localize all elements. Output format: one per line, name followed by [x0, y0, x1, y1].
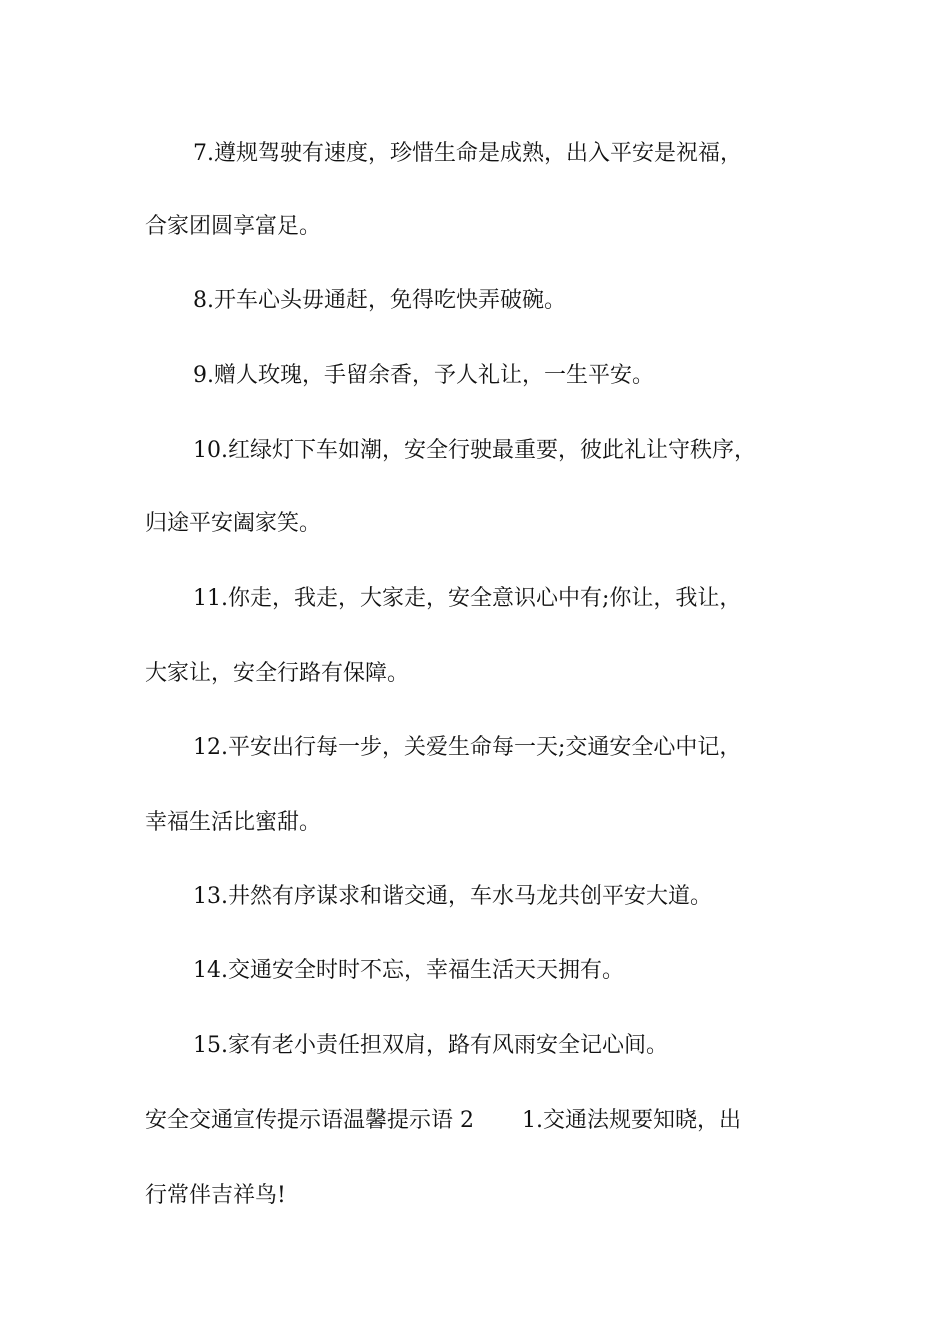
item-13: 13.井然有序谋求和谐交通，车水马龙共创平安大道。 [193, 884, 712, 909]
item-7-line-2: 合家团圆享富足。 [145, 214, 322, 239]
section-item-1-continuation: 行常伴吉祥鸟! [145, 1183, 286, 1208]
item-12-line-2: 幸福生活比蜜甜。 [145, 810, 322, 835]
item-11-line-2: 大家让，安全行路有保障。 [145, 661, 410, 686]
item-15: 15.家有老小责任担双肩，路有风雨安全记心间。 [193, 1033, 668, 1058]
item-11-line-1: 11.你走，我走，大家走，安全意识心中有;你让，我让， [193, 586, 742, 611]
item-8: 8.开车心头毋通赶，免得吃快弄破碗。 [193, 288, 566, 313]
item-14: 14.交通安全时时不忘，幸福生活天天拥有。 [193, 958, 624, 983]
item-10-line-2: 归途平安阖家笑。 [145, 511, 322, 536]
item-12-line-1: 12.平安出行每一步，关爱生命每一天;交通安全心中记， [193, 735, 742, 760]
section-heading-line [145, 1106, 825, 1136]
item-7-line-1: 7.遵规驾驶有速度，珍惜生命是成熟，出入平安是祝福， [193, 141, 742, 166]
item-10-line-1: 10.红绿灯下车如潮，安全行驶最重要，彼此礼让守秩序， [193, 438, 756, 463]
item-9: 9.赠人玫瑰，手留余香，予人礼让，一生平安。 [193, 363, 654, 388]
section-item-1: 1.交通法规要知晓，出 [522, 1108, 741, 1133]
section-title: 安全交通宣传提示语温馨提示语 2 [145, 1108, 474, 1133]
